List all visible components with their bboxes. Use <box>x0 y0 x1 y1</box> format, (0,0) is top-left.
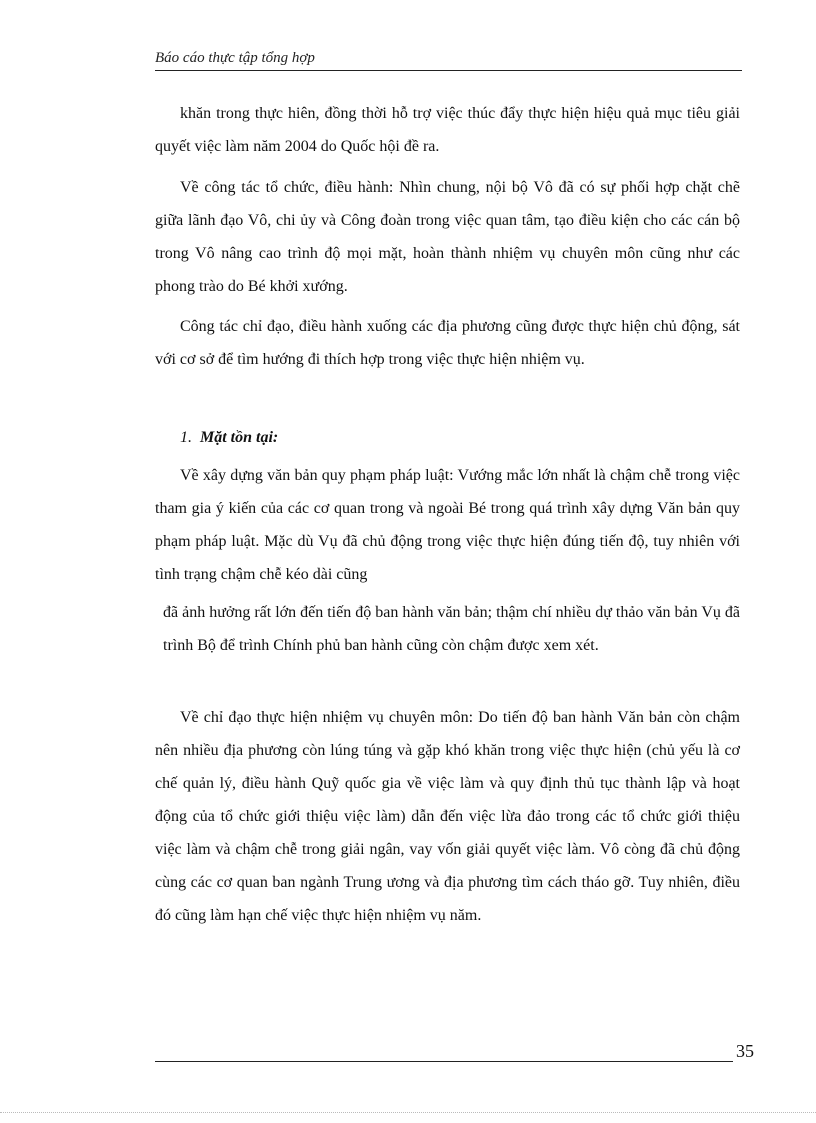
paragraph-legal-documents: Về xây dựng văn bản quy phạm pháp luật: Vướng mắc lớn nhất là chậm chễ trong việc tham gia ý kiến của các cơ quan trong và ngoài Bé trong quá trình xây dựng Văn bản quy phạm pháp luật. Mặc dù Vụ đã chủ động trong việc thực hiện đúng tiến độ, tuy nhiên với tình trạng chậm chễ kéo dài cũng <box>155 467 740 583</box>
header-divider <box>155 70 742 71</box>
section-number: 1. <box>180 429 192 446</box>
paragraph-professional-tasks: Về chỉ đạo thực hiện nhiệm vụ chuyên môn: Do tiến độ ban hành Văn bản còn chậm nên nhiều địa phương còn lúng túng và gặp khó khăn trong việc thực hiện (chủ yếu là cơ chế quản lý, điều hành Quỹ quốc gia về việc làm và quy định thủ tục thành lập và hoạt động của tổ chức giới thiệu việc làm) dẫn đến việc lừa đảo trong các tổ chức giới thiệu việc làm và chậm chễ trong giải ngân, vay vốn giải quyết việc làm. Vô còng đã chủ động cùng các cơ quan ban ngành Trung ương và địa phương tìm cách tháo gỡ. Tuy nhiên, điều đó cũng làm hạn chế việc thực hiện nhiệm vụ năm. <box>155 709 740 924</box>
section-title: Mặt tồn tại: <box>200 429 279 446</box>
page-bottom-border <box>0 1112 816 1113</box>
page-number: 35 <box>736 1041 754 1061</box>
section-heading <box>180 421 278 454</box>
footer-divider <box>155 1061 733 1062</box>
paragraph-legal-documents-cont: đã ảnh hưởng rất lớn đến tiến độ ban hành văn bản; thậm chí nhiều dự thảo văn bản Vụ đã trình Bộ để trình Chính phủ ban hành cũng còn chậm được xem xét. <box>163 604 740 654</box>
paragraph-direction: Công tác chỉ đạo, điều hành xuống các địa phương cũng được thực hiện chủ động, sát với cơ sở để tìm hướng đi thích hợp trong việc thực hiện nhiệm vụ. <box>155 318 740 368</box>
paragraph-continuation: khăn trong thực hiên, đồng thời hỗ trợ việc thúc đẩy thực hiện hiệu quả mục tiêu giải quyết việc làm năm 2004 do Quốc hội đề ra. <box>155 105 740 155</box>
running-header: Báo cáo thực tập tổng hợp <box>155 50 315 66</box>
paragraph-organization: Về công tác tổ chức, điều hành: Nhìn chung, nội bộ Vô đã có sự phối hợp chặt chẽ giữa lãnh đạo Vô, chi ủy và Công đoàn trong việc quan tâm, tạo điều kiện cho các cán bộ trong Vô nâng cao trình độ mọi mặt, hoàn thành nhiệm vụ chuyên môn cũng như các phong trào do Bé khởi xướng. <box>155 179 740 295</box>
